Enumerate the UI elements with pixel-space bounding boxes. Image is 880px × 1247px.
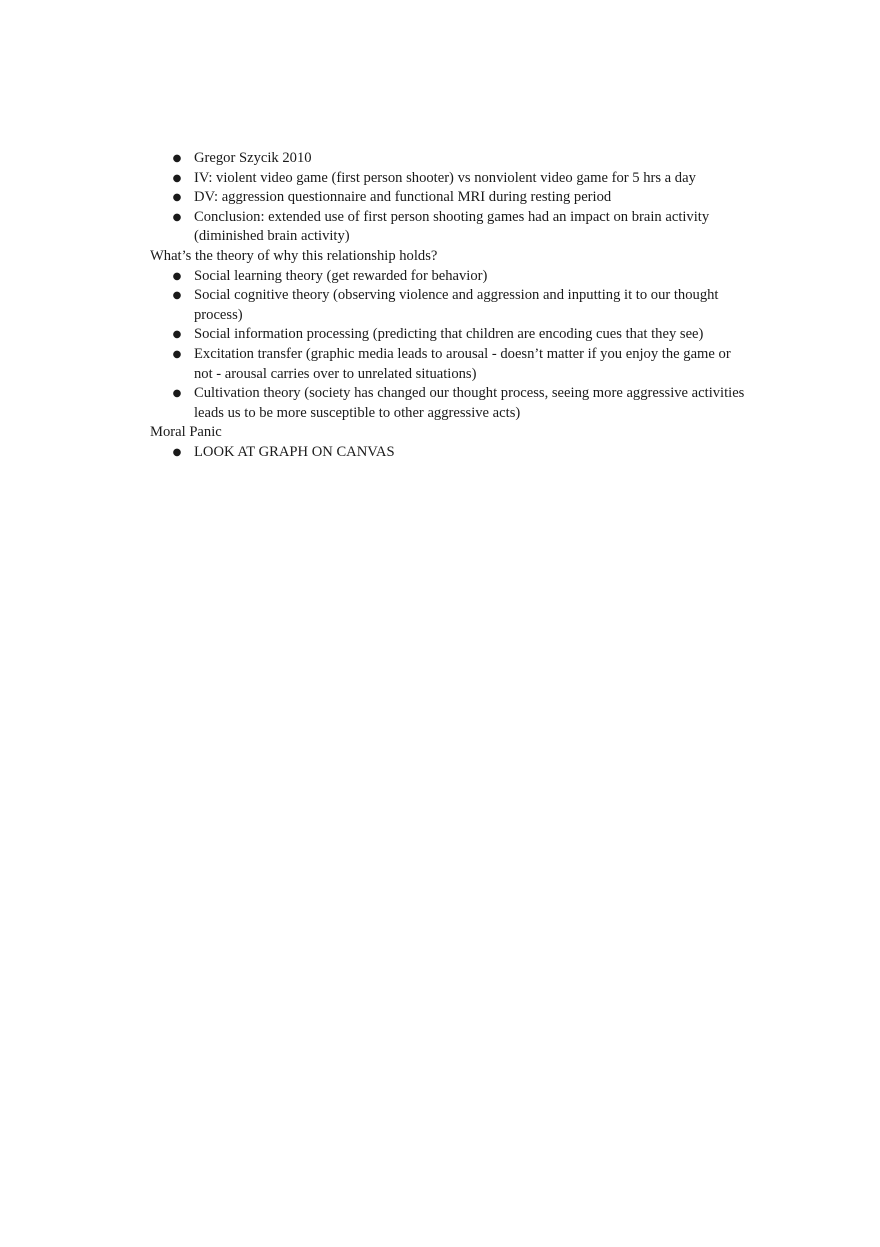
list-item	[150, 345, 750, 384]
bullet-icon: ●	[172, 290, 182, 302]
list-item-text: DV: aggression questionnaire and functional MRI during resting period	[194, 189, 612, 206]
list-item-text: Conclusion: extended use of first person shooting games had an impact on brain activity (diminished brain activity)	[194, 208, 710, 245]
bullet-icon: ●	[172, 388, 182, 400]
moral-panic-list	[150, 443, 750, 463]
theory-question-heading: What’s the theory of why this relationship holds?	[150, 247, 438, 264]
list-item	[150, 149, 750, 169]
list-item-text: Cultivation theory (society has changed our thought process, seeing more aggressive activities leads us to be more susceptible to other aggressive acts)	[194, 385, 745, 421]
list-item	[150, 188, 750, 208]
list-item-text: Social learning theory (get rewarded for behavior)	[194, 267, 488, 284]
bullet-icon: ●	[172, 329, 182, 341]
list-item-text: Social cognitive theory (observing violence and aggression and inputting it to our thought process)	[194, 287, 719, 323]
list-item	[150, 169, 750, 189]
bullet-icon: ●	[172, 192, 182, 204]
list-item-text: Gregor Szycik 2010	[194, 150, 312, 166]
bullet-icon: ●	[172, 348, 182, 360]
bullet-icon: ●	[172, 172, 182, 184]
bullet-icon: ●	[172, 211, 182, 223]
study-details-list	[150, 149, 750, 247]
document-body	[150, 149, 750, 463]
list-item	[150, 267, 750, 287]
list-item	[150, 286, 750, 325]
list-item-text: Social information processing (predicting that children are encoding cues that they see)	[194, 326, 704, 343]
list-item	[150, 208, 750, 247]
list-item-text: IV: violent video game (first person shooter) vs nonviolent video game for 5 hrs a day	[194, 169, 696, 186]
list-item	[150, 384, 750, 423]
list-item-text: LOOK AT GRAPH ON CANVAS	[194, 443, 395, 460]
moral-panic-heading: Moral Panic	[150, 424, 222, 441]
bullet-icon: ●	[172, 153, 182, 164]
theory-list	[150, 267, 750, 424]
bullet-icon: ●	[172, 446, 182, 458]
list-item	[150, 325, 750, 345]
list-item	[150, 443, 750, 463]
bullet-icon: ●	[172, 270, 182, 282]
list-item-text: Excitation transfer (graphic media leads to arousal - doesn’t matter if you enjoy the game or not - arousal carries over to unrelated situations)	[194, 345, 731, 382]
